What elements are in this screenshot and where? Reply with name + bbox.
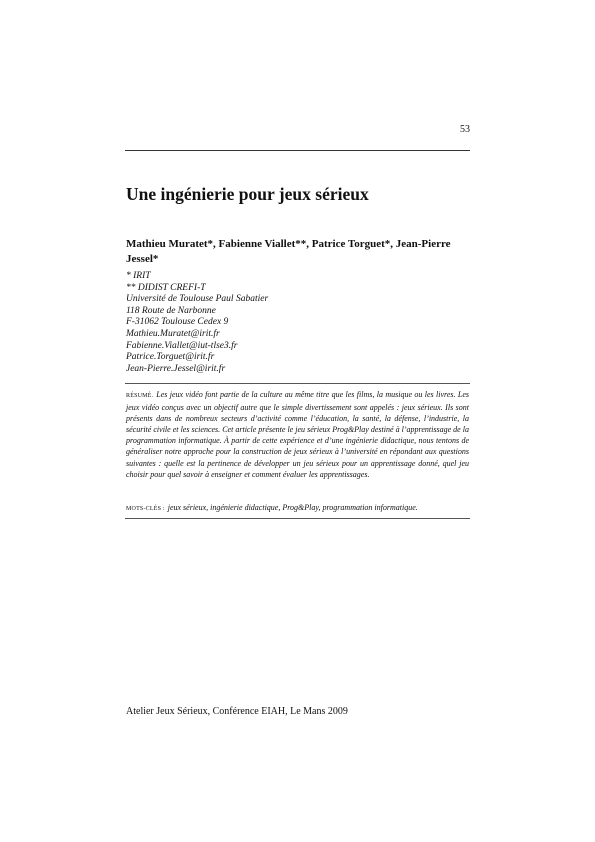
abstract-label: RÉSUMÉ. — [126, 393, 154, 399]
keywords-label: MOTS-CLÉS : — [126, 506, 165, 512]
email-line: Patrice.Torguet@irit.fr — [126, 352, 215, 363]
affiliation-line: 118 Route de Narbonne — [126, 305, 216, 316]
author-list: Mathieu Muratet*, Fabienne Viallet**, Patrice Torguet*, Jean-Pierre Jessel* — [126, 238, 451, 265]
email-line: Fabienne.Viallet@iut-tlse3.fr — [126, 340, 238, 351]
affiliation-block — [126, 271, 471, 375]
affiliation-line: Université de Toulouse Paul Sabatier — [126, 294, 269, 305]
affiliation-line: F-31062 Toulouse Cedex 9 — [126, 317, 229, 328]
page-number: 53 — [460, 124, 470, 135]
affiliation-line: * IRIT — [126, 271, 151, 281]
affiliation-line: ** DIDIST CREFI-T — [126, 282, 206, 293]
abstract-top-rule — [125, 383, 470, 384]
email-line: Jean-Pierre.Jessel@irit.fr — [126, 363, 226, 374]
header-rule — [125, 150, 470, 151]
abstract-text: Les jeux vidéo font partie de la culture au même titre que les films, la musique ou les livres. Les jeux vidéo conçus avec un objectif autre que le simple divertissement sont appelés : jeux sérieux. Ils sont présents dans de nombreux secteurs d’activité comme l’éducation, la santé, la défense, l’industrie, la sécurité civile et les sciences. Cet article présente le jeu sérieux Prog&Play destiné à l’apprentissage de la programmation informatique. À partir de cette expérience et d’une ingénierie didactique, nous tentons de généraliser notre approche pour la construction de jeux sérieux à l’université en répondant aux questions suivantes : quelle est la pertinence de développer un jeu sérieux pour un apprentissage donné, quel jeu choisir pour quel savoir à enseigner et comment évaluer les apprentissages. — [126, 390, 469, 479]
abstract — [126, 389, 469, 480]
email-line: Mathieu.Muratet@irit.fr — [126, 328, 220, 339]
page-footer: Atelier Jeux Sérieux, Conférence EIAH, Le Mans 2009 — [126, 706, 348, 717]
abstract-bottom-rule — [125, 518, 470, 519]
paper-title: Une ingénierie pour jeux sérieux — [126, 184, 369, 204]
keywords — [126, 502, 469, 515]
keywords-text: jeux sérieux, ingénierie didactique, Prog&Play, programmation informatique. — [167, 503, 418, 512]
